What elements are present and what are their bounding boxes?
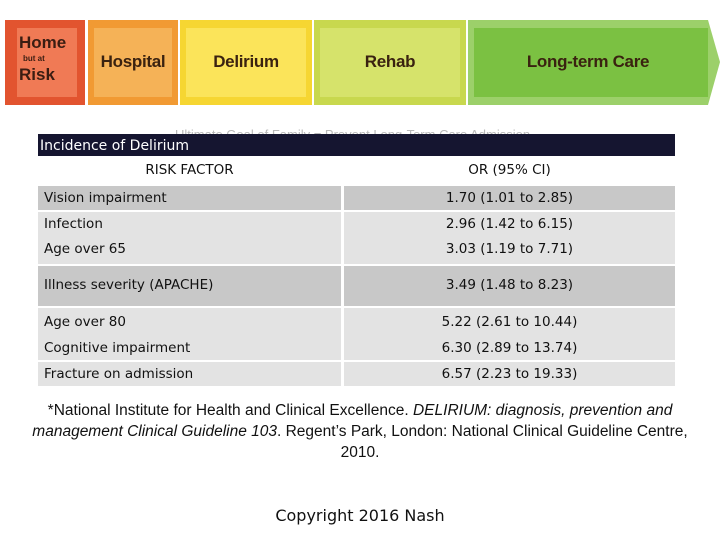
stage-long-term-care xyxy=(468,20,708,105)
table-header-row xyxy=(38,158,675,184)
risk-label: Risk xyxy=(19,65,55,84)
stage-rehab xyxy=(314,20,466,105)
header-or: OR (95% CI) xyxy=(468,162,551,178)
table-row xyxy=(38,266,675,306)
arrow-head-icon xyxy=(708,20,720,105)
table-row xyxy=(38,212,675,236)
citation xyxy=(30,400,690,463)
copyright-notice: Copyright 2016 Nash xyxy=(275,506,445,525)
odds-ratio-cell: 3.49 (1.48 to 8.23) xyxy=(445,277,574,293)
odds-ratio-cell: 6.30 (2.89 to 13.74) xyxy=(441,340,578,356)
stage-home-at-risk xyxy=(5,20,85,105)
odds-ratio-cell: 6.57 (2.23 to 19.33) xyxy=(441,366,578,382)
header-risk-factor: RISK FACTOR xyxy=(145,162,234,178)
stage-delirium-label: Delirium xyxy=(213,52,279,71)
risk-factor-cell: Age over 80 xyxy=(44,314,126,330)
table-row xyxy=(38,336,675,360)
table-row xyxy=(38,186,675,210)
risk-factor-cell: Vision impairment xyxy=(44,190,167,206)
but-at-label: but at xyxy=(23,54,45,63)
stage-hospital xyxy=(88,20,178,105)
odds-ratio-cell: 1.70 (1.01 to 2.85) xyxy=(445,190,574,206)
stage-hospital-label: Hospital xyxy=(100,52,166,71)
citation-part-2: . Regent’s Park, London: National Clinical Guideline Centre, 2010. xyxy=(277,423,688,461)
table-title: Incidence of Delirium xyxy=(40,138,189,154)
table-title-bar xyxy=(38,134,675,156)
risk-factor-cell: Illness severity (APACHE) xyxy=(44,277,214,293)
stage-delirium xyxy=(180,20,312,105)
table-row xyxy=(38,308,675,336)
table-row xyxy=(38,236,675,264)
odds-ratio-cell: 2.96 (1.42 to 6.15) xyxy=(445,216,574,232)
citation-title: DELIRIUM: diagnosis, prevention and management Clinical Guideline 103 xyxy=(32,402,673,440)
stage-rehab-label: Rehab xyxy=(364,52,416,71)
risk-factor-cell: Cognitive impairment xyxy=(44,340,191,356)
table-row xyxy=(38,362,675,386)
odds-ratio-cell: 3.03 (1.19 to 7.71) xyxy=(445,241,574,257)
risk-factor-cell: Age over 65 xyxy=(44,241,126,257)
risk-factor-cell: Fracture on admission xyxy=(44,366,194,382)
risk-factor-cell: Infection xyxy=(44,216,103,232)
citation-part-1: *National Institute for Health and Clinical Excellence. xyxy=(47,402,413,419)
care-journey-banner xyxy=(0,20,720,105)
stage-long-term-care-label: Long-term Care xyxy=(526,52,650,71)
odds-ratio-cell: 5.22 (2.61 to 10.44) xyxy=(441,314,578,330)
home-label: Home xyxy=(19,33,67,52)
